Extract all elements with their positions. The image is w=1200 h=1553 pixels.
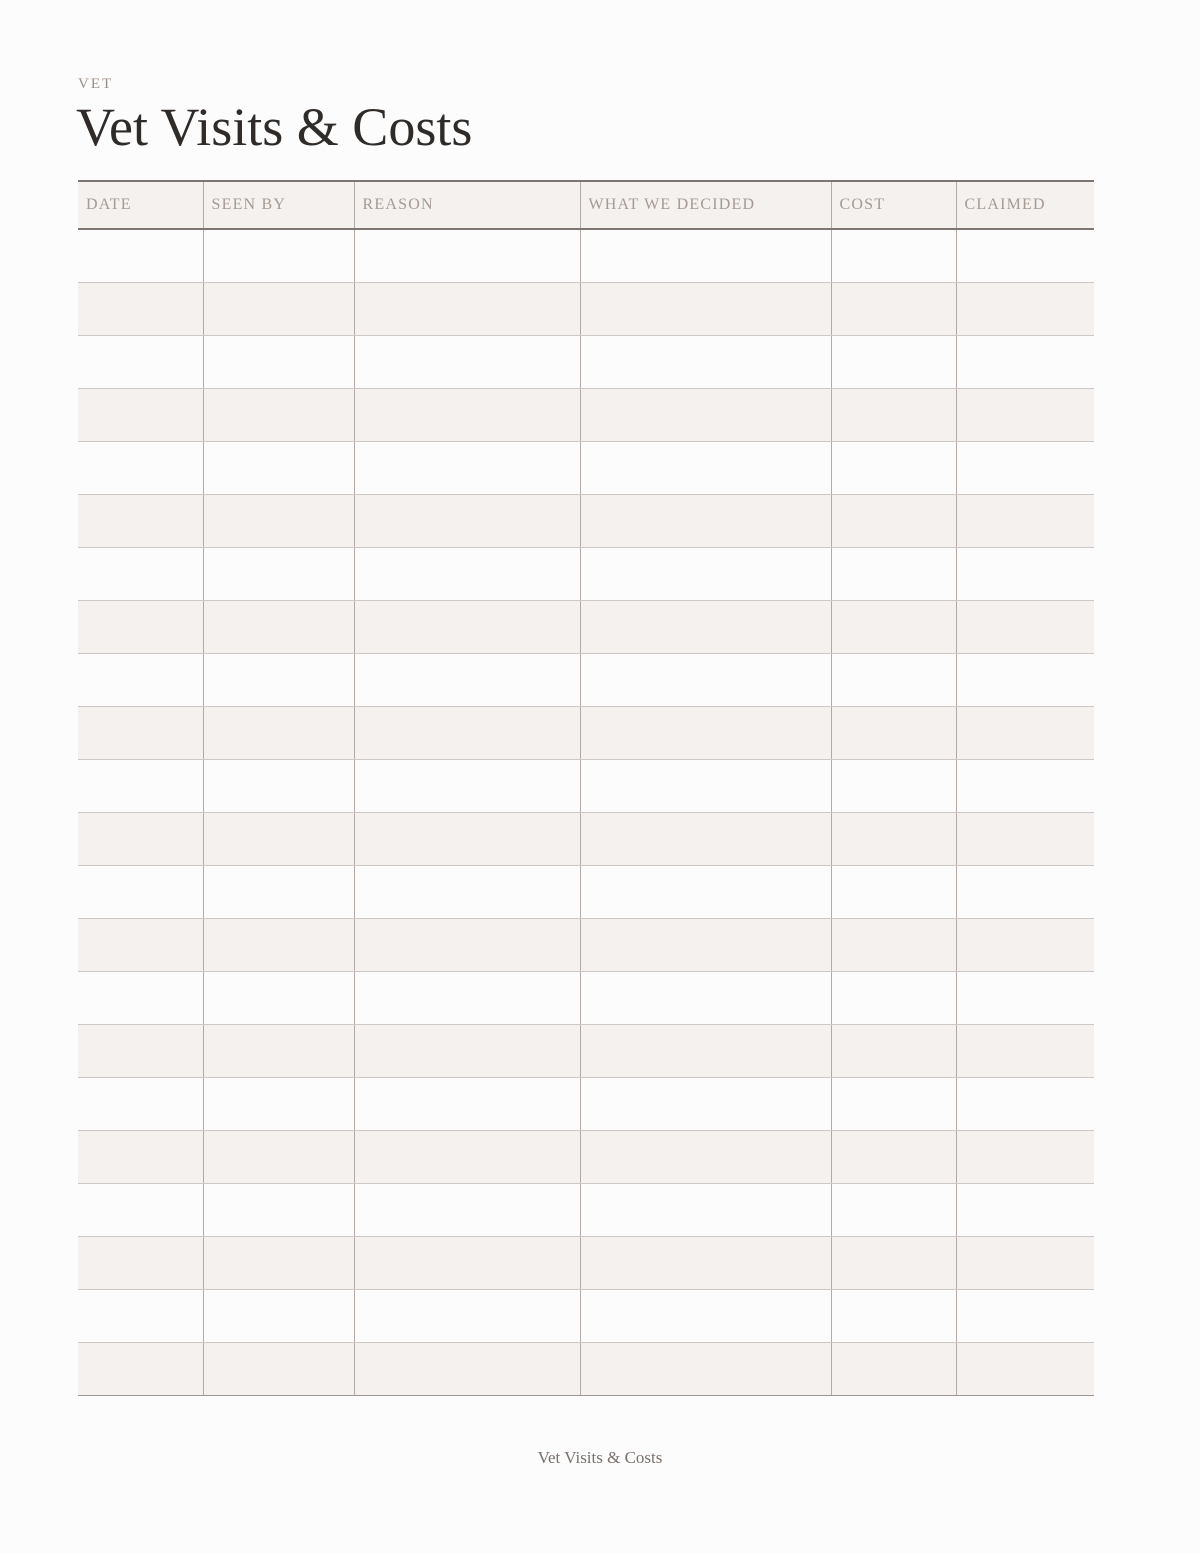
- cell-reason[interactable]: [354, 1237, 580, 1290]
- column-header-cost: COST: [831, 181, 956, 229]
- cell-seen-by[interactable]: [203, 707, 354, 760]
- cell-cost[interactable]: [831, 389, 956, 442]
- cell-cost[interactable]: [831, 813, 956, 866]
- cell-cost[interactable]: [831, 1025, 956, 1078]
- cell-seen-by[interactable]: [203, 866, 354, 919]
- cell-reason[interactable]: [354, 1343, 580, 1396]
- cell-claimed[interactable]: [956, 548, 1094, 601]
- cell-reason[interactable]: [354, 1131, 580, 1184]
- cell-claimed[interactable]: [956, 919, 1094, 972]
- table-row: [78, 866, 1094, 919]
- table-row: [78, 760, 1094, 813]
- cell-date[interactable]: [78, 442, 203, 495]
- table-header-row: [78, 181, 1094, 229]
- table-row: [78, 972, 1094, 1025]
- column-header-seen-by: SEEN BY: [203, 181, 354, 229]
- cell-cost[interactable]: [831, 1343, 956, 1396]
- cell-what-we-decided[interactable]: [580, 919, 831, 972]
- cell-cost[interactable]: [831, 866, 956, 919]
- cell-what-we-decided[interactable]: [580, 1184, 831, 1237]
- table-row: [78, 1078, 1094, 1131]
- cell-date[interactable]: [78, 1184, 203, 1237]
- cell-seen-by[interactable]: [203, 760, 354, 813]
- table-row: [78, 1343, 1094, 1396]
- cell-claimed[interactable]: [956, 1131, 1094, 1184]
- cell-seen-by[interactable]: [203, 919, 354, 972]
- cell-claimed[interactable]: [956, 601, 1094, 654]
- cell-reason[interactable]: [354, 389, 580, 442]
- table-row: [78, 1184, 1094, 1237]
- cell-date[interactable]: [78, 654, 203, 707]
- cell-claimed[interactable]: [956, 1290, 1094, 1343]
- cell-seen-by[interactable]: [203, 813, 354, 866]
- cell-reason[interactable]: [354, 442, 580, 495]
- cell-cost[interactable]: [831, 442, 956, 495]
- cell-date[interactable]: [78, 760, 203, 813]
- cell-reason[interactable]: [354, 1025, 580, 1078]
- cell-what-we-decided[interactable]: [580, 442, 831, 495]
- cell-reason[interactable]: [354, 813, 580, 866]
- cell-claimed[interactable]: [956, 336, 1094, 389]
- cell-date[interactable]: [78, 336, 203, 389]
- cell-claimed[interactable]: [956, 1237, 1094, 1290]
- cell-seen-by[interactable]: [203, 1237, 354, 1290]
- cell-seen-by[interactable]: [203, 229, 354, 283]
- cell-reason[interactable]: [354, 601, 580, 654]
- cell-claimed[interactable]: [956, 760, 1094, 813]
- cell-claimed[interactable]: [956, 707, 1094, 760]
- cell-what-we-decided[interactable]: [580, 229, 831, 283]
- cell-cost[interactable]: [831, 229, 956, 283]
- cell-date[interactable]: [78, 707, 203, 760]
- cell-what-we-decided[interactable]: [580, 1025, 831, 1078]
- column-header-reason: REASON: [354, 181, 580, 229]
- cell-seen-by[interactable]: [203, 442, 354, 495]
- cell-reason[interactable]: [354, 336, 580, 389]
- cell-date[interactable]: [78, 1290, 203, 1343]
- column-header-claimed: CLAIMED: [956, 181, 1094, 229]
- cell-what-we-decided[interactable]: [580, 389, 831, 442]
- cell-date[interactable]: [78, 866, 203, 919]
- table-row: [78, 283, 1094, 336]
- column-header-what-we-decided: WHAT WE DECIDED: [580, 181, 831, 229]
- table-row: [78, 442, 1094, 495]
- cell-seen-by[interactable]: [203, 336, 354, 389]
- cell-date[interactable]: [78, 1078, 203, 1131]
- cell-cost[interactable]: [831, 1078, 956, 1131]
- cell-reason[interactable]: [354, 972, 580, 1025]
- cell-reason[interactable]: [354, 1078, 580, 1131]
- table-row: [78, 495, 1094, 548]
- cell-seen-by[interactable]: [203, 1343, 354, 1396]
- cell-what-we-decided[interactable]: [580, 866, 831, 919]
- table-row: [78, 336, 1094, 389]
- cell-cost[interactable]: [831, 601, 956, 654]
- cell-what-we-decided[interactable]: [580, 283, 831, 336]
- cell-what-we-decided[interactable]: [580, 336, 831, 389]
- cell-seen-by[interactable]: [203, 1078, 354, 1131]
- cell-seen-by[interactable]: [203, 654, 354, 707]
- table-row: [78, 1290, 1094, 1343]
- cell-reason[interactable]: [354, 654, 580, 707]
- page-footer: Vet Visits & Costs: [537, 1448, 663, 1467]
- table-row: [78, 548, 1094, 601]
- cell-cost[interactable]: [831, 919, 956, 972]
- cell-seen-by[interactable]: [203, 389, 354, 442]
- cell-claimed[interactable]: [956, 1078, 1094, 1131]
- cell-claimed[interactable]: [956, 229, 1094, 283]
- cell-date[interactable]: [78, 1131, 203, 1184]
- cell-date[interactable]: [78, 919, 203, 972]
- cell-date[interactable]: [78, 813, 203, 866]
- cell-seen-by[interactable]: [203, 283, 354, 336]
- cell-reason[interactable]: [354, 229, 580, 283]
- cell-claimed[interactable]: [956, 389, 1094, 442]
- cell-seen-by[interactable]: [203, 548, 354, 601]
- vet-visits-table: [78, 180, 1094, 1396]
- table-row: [78, 707, 1094, 760]
- cell-seen-by[interactable]: [203, 1290, 354, 1343]
- table-row: [78, 1025, 1094, 1078]
- cell-date[interactable]: [78, 601, 203, 654]
- cell-claimed[interactable]: [956, 654, 1094, 707]
- cell-cost[interactable]: [831, 654, 956, 707]
- cell-date[interactable]: [78, 548, 203, 601]
- cell-seen-by[interactable]: [203, 1025, 354, 1078]
- section-label: VET: [78, 76, 114, 92]
- cell-reason[interactable]: [354, 707, 580, 760]
- cell-date[interactable]: [78, 495, 203, 548]
- cell-reason[interactable]: [354, 548, 580, 601]
- cell-date[interactable]: [78, 1343, 203, 1396]
- cell-reason[interactable]: [354, 1184, 580, 1237]
- table-body: [78, 229, 1094, 1396]
- cell-cost[interactable]: [831, 548, 956, 601]
- cell-date[interactable]: [78, 972, 203, 1025]
- cell-cost[interactable]: [831, 1237, 956, 1290]
- cell-what-we-decided[interactable]: [580, 972, 831, 1025]
- table-row: [78, 813, 1094, 866]
- cell-reason[interactable]: [354, 919, 580, 972]
- cell-seen-by[interactable]: [203, 1131, 354, 1184]
- cell-cost[interactable]: [831, 336, 956, 389]
- cell-cost[interactable]: [831, 760, 956, 813]
- cell-seen-by[interactable]: [203, 601, 354, 654]
- cell-reason[interactable]: [354, 283, 580, 336]
- cell-what-we-decided[interactable]: [580, 1290, 831, 1343]
- page-title: Vet Visits & Costs: [76, 97, 473, 157]
- table-row: [78, 601, 1094, 654]
- cell-cost[interactable]: [831, 1184, 956, 1237]
- cell-claimed[interactable]: [956, 813, 1094, 866]
- cell-claimed[interactable]: [956, 866, 1094, 919]
- cell-reason[interactable]: [354, 1290, 580, 1343]
- cell-what-we-decided[interactable]: [580, 601, 831, 654]
- cell-date[interactable]: [78, 1025, 203, 1078]
- column-header-date: DATE: [78, 181, 203, 229]
- cell-cost[interactable]: [831, 1290, 956, 1343]
- cell-claimed[interactable]: [956, 1343, 1094, 1396]
- cell-what-we-decided[interactable]: [580, 1237, 831, 1290]
- table-row: [78, 654, 1094, 707]
- cell-what-we-decided[interactable]: [580, 707, 831, 760]
- cell-seen-by[interactable]: [203, 972, 354, 1025]
- cell-reason[interactable]: [354, 495, 580, 548]
- table-row: [78, 1237, 1094, 1290]
- table-row: [78, 389, 1094, 442]
- cell-what-we-decided[interactable]: [580, 495, 831, 548]
- cell-what-we-decided[interactable]: [580, 654, 831, 707]
- table-row: [78, 919, 1094, 972]
- cell-claimed[interactable]: [956, 495, 1094, 548]
- cell-what-we-decided[interactable]: [580, 813, 831, 866]
- cell-what-we-decided[interactable]: [580, 760, 831, 813]
- cell-claimed[interactable]: [956, 442, 1094, 495]
- cell-cost[interactable]: [831, 495, 956, 548]
- cell-claimed[interactable]: [956, 972, 1094, 1025]
- cell-cost[interactable]: [831, 1131, 956, 1184]
- cell-claimed[interactable]: [956, 1025, 1094, 1078]
- cell-date[interactable]: [78, 283, 203, 336]
- cell-reason[interactable]: [354, 760, 580, 813]
- cell-claimed[interactable]: [956, 1184, 1094, 1237]
- cell-date[interactable]: [78, 389, 203, 442]
- cell-seen-by[interactable]: [203, 1184, 354, 1237]
- cell-cost[interactable]: [831, 707, 956, 760]
- cell-date[interactable]: [78, 1237, 203, 1290]
- cell-cost[interactable]: [831, 972, 956, 1025]
- cell-claimed[interactable]: [956, 283, 1094, 336]
- cell-cost[interactable]: [831, 283, 956, 336]
- cell-date[interactable]: [78, 229, 203, 283]
- cell-seen-by[interactable]: [203, 495, 354, 548]
- table-row: [78, 1131, 1094, 1184]
- cell-what-we-decided[interactable]: [580, 1131, 831, 1184]
- cell-what-we-decided[interactable]: [580, 1078, 831, 1131]
- cell-what-we-decided[interactable]: [580, 548, 831, 601]
- table-row: [78, 229, 1094, 283]
- cell-reason[interactable]: [354, 866, 580, 919]
- cell-what-we-decided[interactable]: [580, 1343, 831, 1396]
